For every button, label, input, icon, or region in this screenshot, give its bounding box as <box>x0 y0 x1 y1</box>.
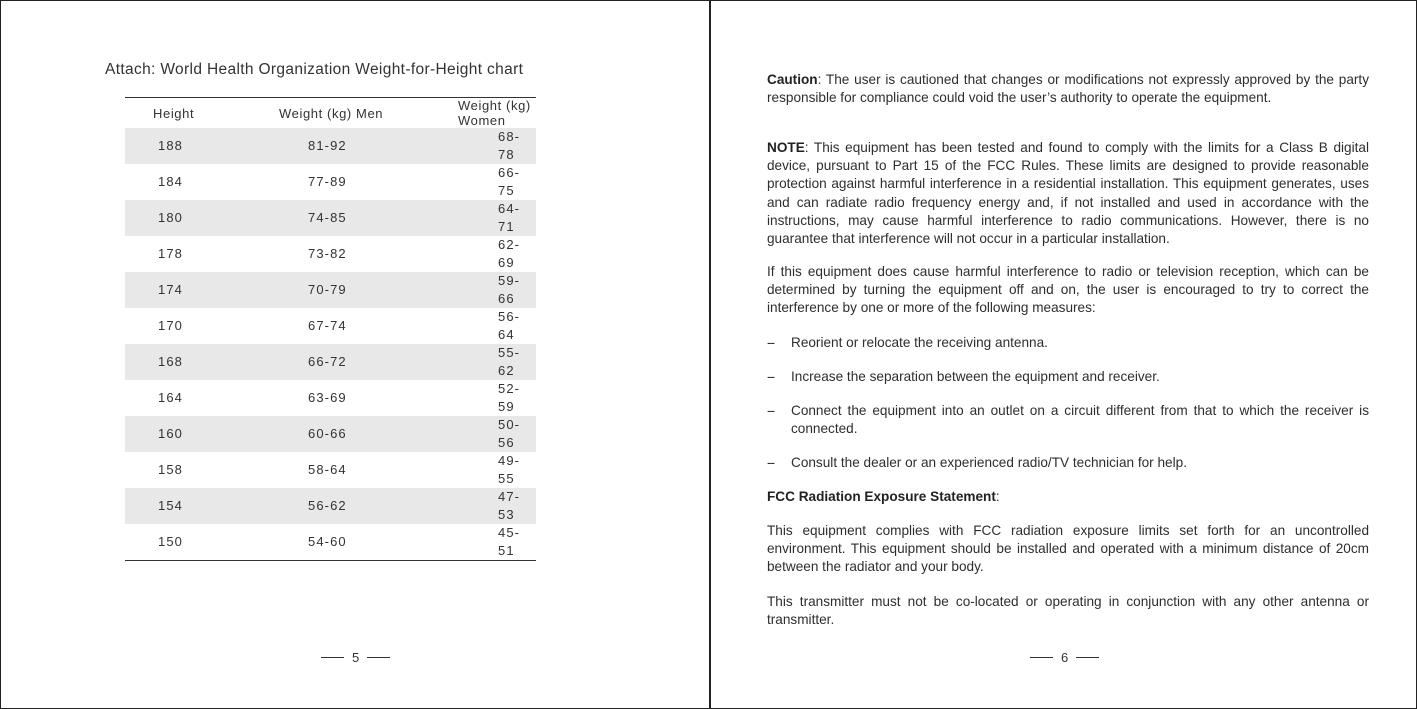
cell-height: 178 <box>158 246 183 261</box>
note-paragraph <box>767 139 1369 248</box>
interference-text: If this equipment does cause harmful interference to radio or television reception, which can be determined by turning the equipment off and on, the user is encouraged to try to correct the interference by one or more of the following measures: <box>767 264 1369 316</box>
header-height: Height <box>153 105 195 121</box>
cell-women: 52-59 <box>498 381 521 414</box>
table-row <box>125 272 536 308</box>
header-weight-men: Weight (kg) Men <box>279 105 384 121</box>
cell-women: 59-66 <box>438 272 536 308</box>
cell-men: 81-92 <box>268 128 438 164</box>
colocation-text: This transmitter must not be co-located or operating in conjunction with any other antenna or transmitter. <box>767 594 1369 628</box>
header-weight-women: Weight (kg) Women <box>458 98 531 128</box>
measure-marker: -- <box>767 369 775 384</box>
cell-men: 70-79 <box>268 272 438 308</box>
cell-women: 45-51 <box>498 525 521 558</box>
cell-men: 60-66 <box>268 416 438 452</box>
caution-label: Caution <box>767 72 818 87</box>
page-number-dash <box>1076 657 1099 658</box>
radiation-heading-colon: : <box>995 489 1000 504</box>
radiation-heading: FCC Radiation Exposure Statement <box>767 489 996 504</box>
cell-height: 154 <box>125 488 268 524</box>
page-number-dash <box>321 657 344 658</box>
radiation-text: This equipment complies with FCC radiation exposure limits set forth for an uncontrolled environment. This equipment should be installed and operated with a minimum distance of 20cm between the radiator and your body. <box>767 523 1369 575</box>
measure-marker: -- <box>767 335 775 350</box>
page-number-text: 5 <box>352 650 360 665</box>
cell-women: 66-75 <box>498 165 521 198</box>
cell-height: 160 <box>125 416 268 452</box>
cell-women: 68-78 <box>438 128 536 164</box>
colocation-paragraph <box>767 593 1369 629</box>
cell-women: 56-64 <box>498 309 521 342</box>
cell-height: 180 <box>125 200 268 236</box>
cell-men: 67-74 <box>308 318 347 333</box>
measure-text: Consult the dealer or an experienced radio/TV technician for help. <box>791 455 1187 470</box>
cell-women: 64-71 <box>438 200 536 236</box>
measure-item <box>767 454 1369 472</box>
cell-height: 174 <box>125 272 268 308</box>
cell-men: 54-60 <box>308 534 347 549</box>
cell-men: 58-64 <box>308 462 347 477</box>
measure-text: Connect the equipment into an outlet on a circuit different from that to which the receiver is connected. <box>791 403 1369 437</box>
page-number-right <box>1030 650 1099 665</box>
cell-height: 150 <box>158 534 183 549</box>
measure-item <box>767 334 1369 352</box>
measure-item <box>767 402 1369 438</box>
page-number-left <box>321 650 390 665</box>
radiation-paragraph <box>767 522 1369 577</box>
interference-paragraph <box>767 263 1369 318</box>
page-number-dash <box>367 657 390 658</box>
cell-women: 62-69 <box>498 237 521 270</box>
caution-text: : The user is cautioned that changes or modifications not expressly approved by the party responsible for compliance could void the user’s authority to operate the equipment. <box>767 72 1369 106</box>
cell-height: 168 <box>125 344 268 380</box>
measure-text: Increase the separation between the equipment and receiver. <box>791 369 1160 384</box>
cell-women: 47-53 <box>438 488 536 524</box>
measure-item <box>767 368 1369 386</box>
cell-women: 55-62 <box>438 344 536 380</box>
table-row <box>125 524 536 561</box>
table-row <box>125 164 536 200</box>
cell-height: 184 <box>158 174 183 189</box>
cell-women: 49-55 <box>498 453 521 486</box>
note-text: : This equipment has been tested and found to comply with the limits for a Class B digital device, pursuant to Part 15 of the FCC Rules. These limits are designed to provide reasonable protection against harmful interference in a residential installation. This equipment generates, uses and can radiate radio frequency energy and, if not installed and used in accordance with the instructions, may cause harmful interference to radio communications. However, there is no guarantee that interference will not occur in a particular installation. <box>767 140 1369 247</box>
table-row <box>125 236 536 272</box>
cell-height: 188 <box>125 128 268 164</box>
page-number-dash <box>1030 657 1053 658</box>
radiation-heading-line <box>767 488 1369 506</box>
table-row <box>125 380 536 416</box>
table-row <box>125 416 536 452</box>
table-row <box>125 128 536 164</box>
measure-marker: -- <box>767 403 775 418</box>
measure-marker: -- <box>767 455 775 470</box>
cell-men: 74-85 <box>268 200 438 236</box>
table-row <box>125 200 536 236</box>
cell-men: 77-89 <box>308 174 347 189</box>
table-row <box>125 344 536 380</box>
page-number-text: 6 <box>1061 650 1069 665</box>
table-header-row <box>125 98 536 129</box>
cell-men: 66-72 <box>268 344 438 380</box>
cell-height: 164 <box>158 390 183 405</box>
table-row <box>125 452 536 488</box>
left-page <box>1 1 709 708</box>
caution-paragraph <box>767 71 1369 107</box>
cell-men: 63-69 <box>308 390 347 405</box>
cell-height: 158 <box>158 462 183 477</box>
note-label: NOTE <box>767 140 805 155</box>
cell-men: 56-62 <box>268 488 438 524</box>
weight-for-height-table <box>125 97 536 561</box>
table-row <box>125 308 536 344</box>
chart-title: Attach: World Health Organization Weight-for-Height chart <box>105 61 524 78</box>
right-page <box>710 1 1416 708</box>
cell-women: 50-56 <box>438 416 536 452</box>
cell-height: 170 <box>158 318 183 333</box>
cell-men: 73-82 <box>308 246 347 261</box>
table-row <box>125 488 536 524</box>
measure-text: Reorient or relocate the receiving antenna. <box>791 335 1048 350</box>
